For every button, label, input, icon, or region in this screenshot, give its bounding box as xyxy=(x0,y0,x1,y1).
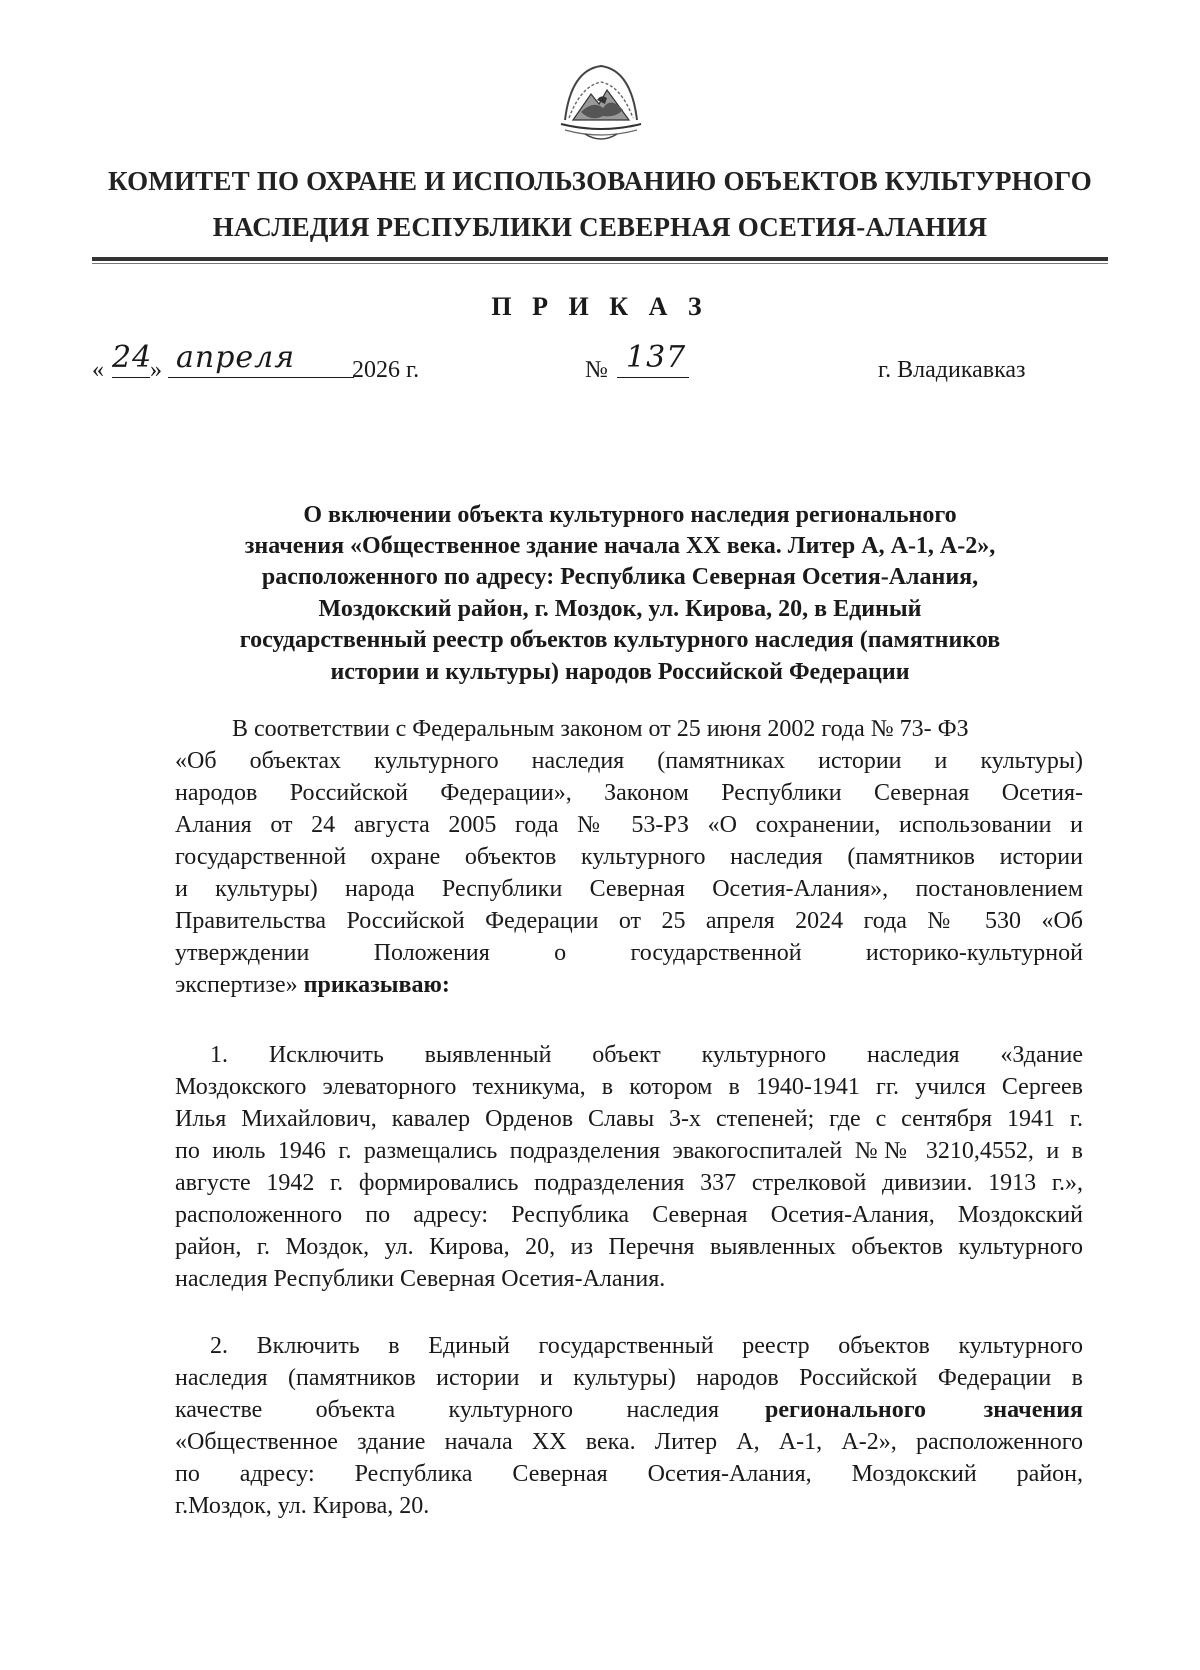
title-line: государственный реестр объектов культурного наследия (памятников xyxy=(239,627,1001,653)
date-year: 2026 г. xyxy=(352,357,420,383)
order-number-label: № xyxy=(585,357,608,383)
preamble-line: «Об объектах культурного наследия (памятниках истории и культуры) xyxy=(175,748,1083,774)
title-line: Моздокский район, г. Моздок, ул. Кирова, 20, в Единый xyxy=(318,596,922,622)
item2-line: наследия (памятников истории и культуры) народов Российской Федерации в xyxy=(175,1365,1083,1391)
date-open-quote: « xyxy=(92,357,104,383)
item1-line: расположенного по адресу: Республика Северная Осетия-Алания, Моздокский xyxy=(175,1202,1083,1228)
item2-line: «Общественное здание начала XX века. Литер А, А-1, А-2», расположенного xyxy=(175,1429,1083,1455)
preamble-line: и культуры) народа Республики Северная Осетия-Алания», постановлением xyxy=(175,876,1083,902)
item2-line xyxy=(175,1397,1083,1424)
preamble-last-line xyxy=(175,972,1083,999)
item1-line: августе 1942 г. формировались подразделения 337 стрелковой дивизии. 1913 г.», xyxy=(175,1170,1083,1196)
preamble-line: Правительства Российской Федерации от 25 апреля 2024 года № 530 «Об xyxy=(175,908,1083,934)
preamble-line: утверждении Положения о государственной историко-культурной xyxy=(175,940,1083,966)
date-day-underline xyxy=(112,377,150,378)
item2-line: по адресу: Республика Северная Осетия-Алания, Моздокский район, xyxy=(175,1461,1083,1487)
item1-line: Моздокского элеваторного техникума, в котором в 1940-1941 гг. учился Сергеев xyxy=(175,1074,1083,1100)
title-line: значения «Общественное здание начала XX века. Литер А, А-1, А-2», xyxy=(244,533,996,559)
document-type: П Р И К А З xyxy=(491,292,709,321)
header-divider xyxy=(92,257,1108,261)
date-month-handwritten: апреля xyxy=(176,340,296,375)
item2-line: г.Моздок, ул. Кирова, 20. xyxy=(175,1493,430,1519)
item2-line3-bold: регионального значения xyxy=(765,1397,1083,1423)
title-line: расположенного по адресу: Республика Северная Осетия-Алания, xyxy=(261,564,979,590)
city: г. Владикавказ xyxy=(878,357,1026,383)
order-number-handwritten: 137 xyxy=(626,340,687,375)
date-close-quote: » xyxy=(150,357,162,383)
preamble-line: государственной охране объектов культурного наследия (памятников истории xyxy=(175,844,1083,870)
preamble-line: Алания от 24 августа 2005 года № 53-РЗ «О сохранении, использовании и xyxy=(175,812,1083,838)
item1-line: район, г. Моздок, ул. Кирова, 20, из Перечня выявленных объектов культурного xyxy=(175,1234,1083,1260)
title-line: О включении объекта культурного наследия регионального xyxy=(303,502,957,528)
preamble-line: народов Российской Федерации», Законом Республики Северная Осетия- xyxy=(175,780,1083,806)
organization-name-line-2: НАСЛЕДИЯ РЕСПУБЛИКИ СЕВЕРНАЯ ОСЕТИЯ-АЛАНИЯ xyxy=(212,212,988,242)
preamble-line: В соответствии с Федеральным законом от 25 июня 2002 года № 73- ФЗ xyxy=(232,716,969,742)
item2-line3-plain: качестве объекта культурного наследия xyxy=(175,1397,719,1423)
item1-line: 1. Исключить выявленный объект культурного наследия «Здание xyxy=(210,1042,1083,1068)
header-divider-thin xyxy=(92,263,1108,264)
organization-name-line-1: КОМИТЕТ ПО ОХРАНЕ И ИСПОЛЬЗОВАНИЮ ОБЪЕКТОВ КУЛЬТУРНОГО xyxy=(107,166,1092,196)
coat-of-arms-icon xyxy=(551,60,651,150)
item1-line: по июль 1946 г. размещались подразделения эвакогоспиталей №№ 3210,4552, и в xyxy=(175,1138,1083,1164)
title-line: истории и культуры) народов Российской Федерации xyxy=(330,659,910,685)
order-number-underline xyxy=(617,377,689,378)
date-month-underline xyxy=(168,377,354,378)
item1-line: Илья Михайлович, кавалер Орденов Славы 3-х степеней; где с сентября 1941 г. xyxy=(175,1106,1083,1132)
order-command: приказываю: xyxy=(303,972,450,998)
item2-line: 2. Включить в Единый государственный реестр объектов культурного xyxy=(210,1333,1083,1359)
date-day-handwritten: 24 xyxy=(112,340,153,375)
preamble-last-text: экспертизе» xyxy=(175,972,298,998)
item1-line: наследия Республики Северная Осетия-Алания. xyxy=(175,1266,666,1292)
